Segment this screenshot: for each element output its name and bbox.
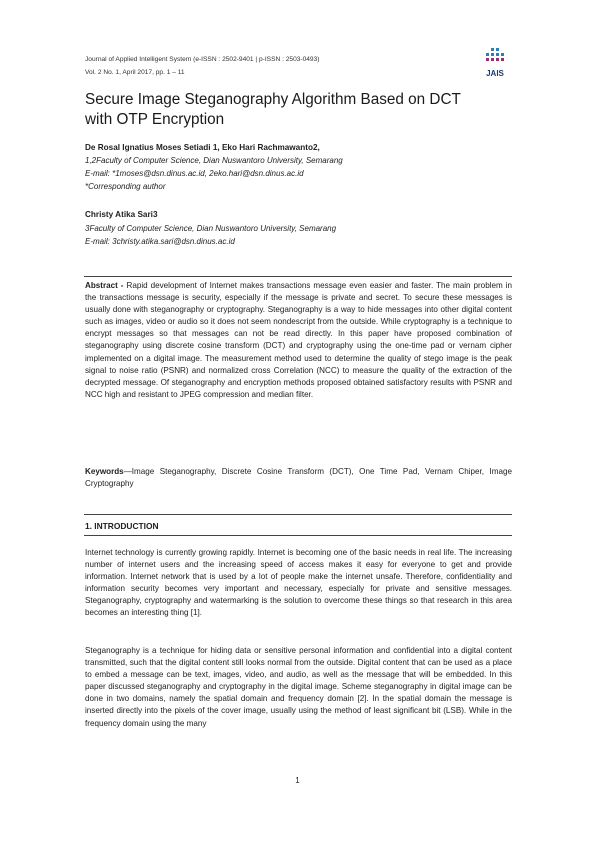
abstract [85,280,512,401]
journal-volume: Vol. 2 No. 1, April 2017, pp. 1 – 11 [85,69,185,76]
keywords [85,466,512,490]
title-line-2: with OTP Encryption [85,111,225,128]
email-1: E-mail: *1moses@dsn.dinus.ac.id, 2eko.hari@dsn.dinus.ac.id [85,169,304,178]
section-heading: 1. INTRODUCTION [85,521,159,531]
affiliation-1: 1,2Faculty of Computer Science, Dian Nuswantoro University, Semarang [85,156,343,165]
intro-paragraph-1: Internet technology is currently growing rapidly. Internet is becoming one of the basic needs in real life. The increasing number of internet users and the increasing speed of access makes it easy for everyone to get and provide information. Internet network that is used by a lot of people make the internet unsafe. Therefore, confidentiality and information security becomes very important and necessary, especially for private and sensitive messages. Steganography, cryptography and watermarking is the solution to overcome these things so that research in this area becomes an interesting thing [1]. [85,548,512,618]
keywords-label: Keywords [85,467,124,476]
email-2: E-mail: 3christy.atika.sari@dsn.dinus.ac.id [85,237,235,246]
keywords-text: —Image Steganography, Discrete Cosine Transform (DCT), One Time Pad, Vernam Chiper, Image Cryptography [85,467,512,489]
journal-name: Journal of Applied Intelligent System (e-ISSN : 2502-9401 | p-ISSN : 2503-0493) [85,56,320,63]
paper-title [85,90,525,130]
author-group-2: Christy Atika Sari3 [85,210,158,219]
intro-paragraph-2: Steganography is a technique for hiding data or sensitive personal information and confidential into a digital content transmitted, such that the digital content still looks normal from the outside. Digital content that can be used as a place to embed a message can be text, images, video, and audio, as well as the message that will be embedded. In this paper discussed steganography and cryptography in the digital image. Scheme steganography in digital image can be done in two domains, namely the spatial domain and frequency domain [2]. In the spatial domain the message is inserted directly into the pixels of the cover image, usually using the method of least significant bit (LSB). While in the frequency domain using the many [85,646,512,728]
page-number: 1 [295,776,300,785]
section-rule-bottom [84,535,512,536]
author-group-1: De Rosal Ignatius Moses Setiadi 1, Eko Hari Rachmawanto2, [85,143,320,152]
section-rule-top [84,514,512,515]
abstract-text: Rapid development of Internet makes transactions message even easier and faster. The main problem in the transactions message is security, especially if the message is private and secret. To secure these messages is usually done with steganography or cryptography. Steganography is a way to hide messages into other digital content such as images, video or audio so it does not seem nondescript from the outside. While cryptography is a technique to encrypt messages so that messages can not be read directly. In this paper have proposed combination of steganography using discrete cosine transform (DCT) and cryptography using the one-time pad or vernam cipher implemented on a digital image. The measurement method used to determine the quality of stego image is the peak signal to noise ratio (PSNR) and normalized cross Correlation (NCC) to measure the quality of the extraction of the decrypted message. Of steganography and encryption methods proposed obtained satisfactory results with PSNR and NCC high and resistant to JPEG compression and median filter. [85,281,512,399]
title-line-1: Secure Image Steganography Algorithm Based on DCT [85,91,461,108]
abstract-label: Abstract - [85,281,124,290]
abstract-rule [84,276,512,277]
corresponding-note: *Corresponding author [85,182,166,191]
affiliation-2: 3Faculty of Computer Science, Dian Nuswantoro University, Semarang [85,224,337,233]
journal-logo [480,48,510,80]
logo-text: JAIS [486,69,504,78]
